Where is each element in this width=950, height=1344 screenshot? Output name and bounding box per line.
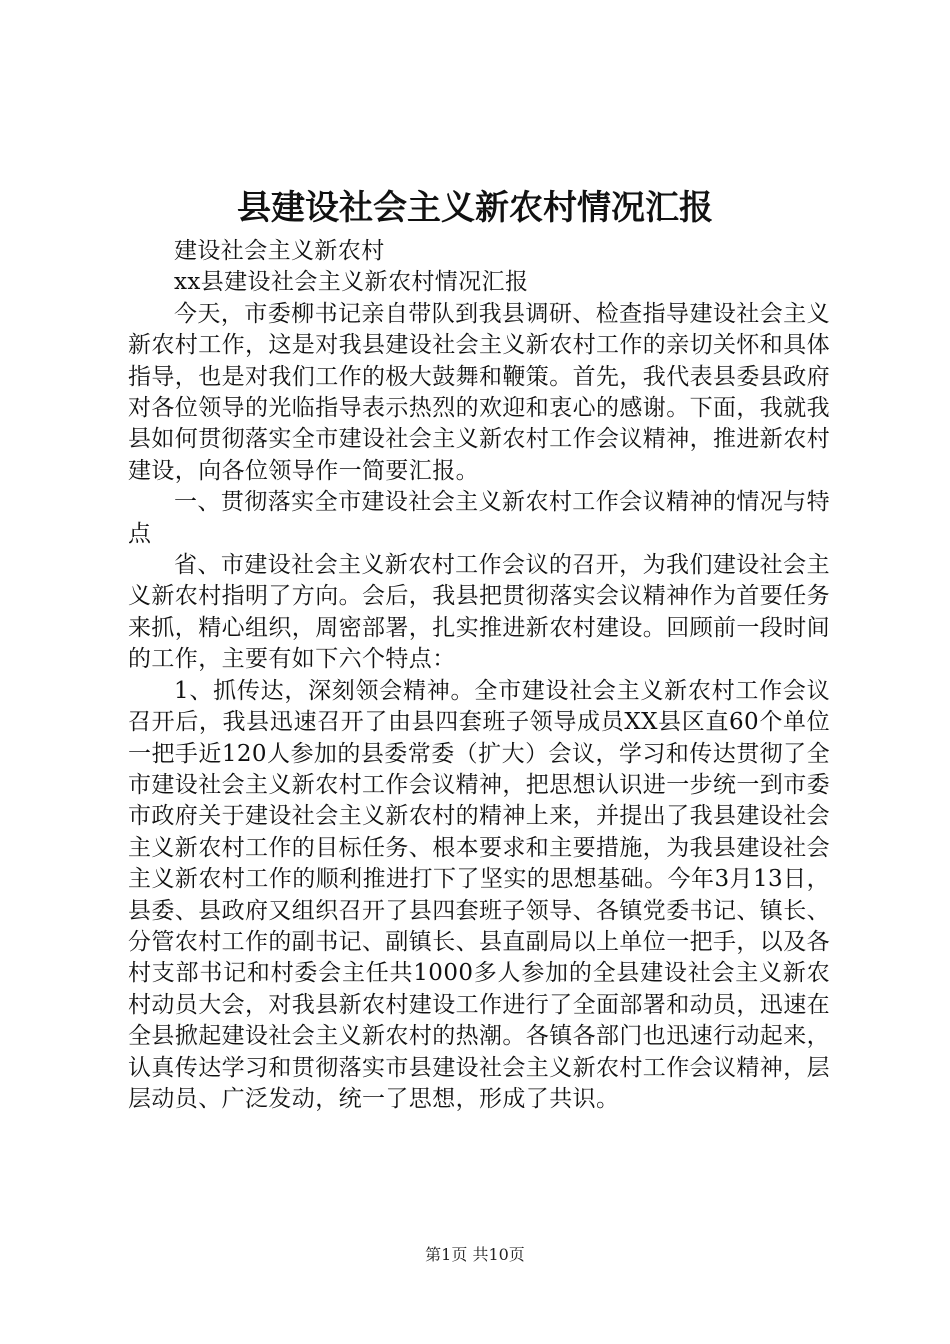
paragraph-point-1: 1、抓传达，深刻领会精神。全市建设社会主义新农村工作会议召开后，我县迅速召开了由县四套班子领导成员XX县区直60个单位一把手近120人参加的县委常委（扩大）会议，学习和传达贯彻了全市建设社会主义新农村工作会议精神，把思想认识进一步统一到市委市政府关于建设社会主义新农村的精神上来，并提出了我县建设社会主义新农村工作的目标任务、根本要求和主要措施，为我县建设社会主义新农村工作的顺利推进打下了坚实的思想基础。今年3月13日，县委、县政府又组织召开了县四套班子领导、各镇党委书记、镇长、分管农村工作的副书记、副镇长、县直副局以上单位一把手，以及各村支部书记和村委会主任共1000多人参加的全县建设社会主义新农村动员大会，对我县新农村建设工作进行了全面部署和动员，迅速在全县掀起建设社会主义新农村的热潮。各镇各部门也迅速行动起来，认真传达学习和贯彻落实市县建设社会主义新农村工作会议精神，层层动员、广泛发动，统一了思想，形成了共识。 <box>128 677 830 1112</box>
paragraph-section-heading: 一、贯彻落实全市建设社会主义新农村工作会议精神的情况与特点 <box>128 489 830 547</box>
document-body <box>128 236 830 1115</box>
paragraph-intro: 今天，市委柳书记亲自带队到我县调研、检查指导建设社会主义新农村工作，这是对我县建设社会主义新农村工作的亲切关怀和具体指导，也是对我们工作的极大鼓舞和鞭策。首先，我代表县委县政府对各位领导的光临指导表示热烈的欢迎和衷心的感谢。下面，我就我县如何贯彻落实全市建设社会主义新农村工作会议精神，推进新农村建设，向各位领导作一简要汇报。 <box>128 300 830 484</box>
document-title: 县建设社会主义新农村情况汇报 <box>237 188 713 228</box>
paragraph-overview: 省、市建设社会主义新农村工作会议的召开，为我们建设社会主义新农村指明了方向。会后，我县把贯彻落实会议精神作为首要任务来抓，精心组织，周密部署，扎实推进新农村建设。回顾前一段时间的工作，主要有如下六个特点： <box>128 552 830 673</box>
paragraph-report-title: xx县建设社会主义新农村情况汇报 <box>174 269 529 296</box>
paragraph-subtitle: 建设社会主义新农村 <box>174 238 385 264</box>
page-footer: 第1页 共10页 <box>425 1245 525 1264</box>
